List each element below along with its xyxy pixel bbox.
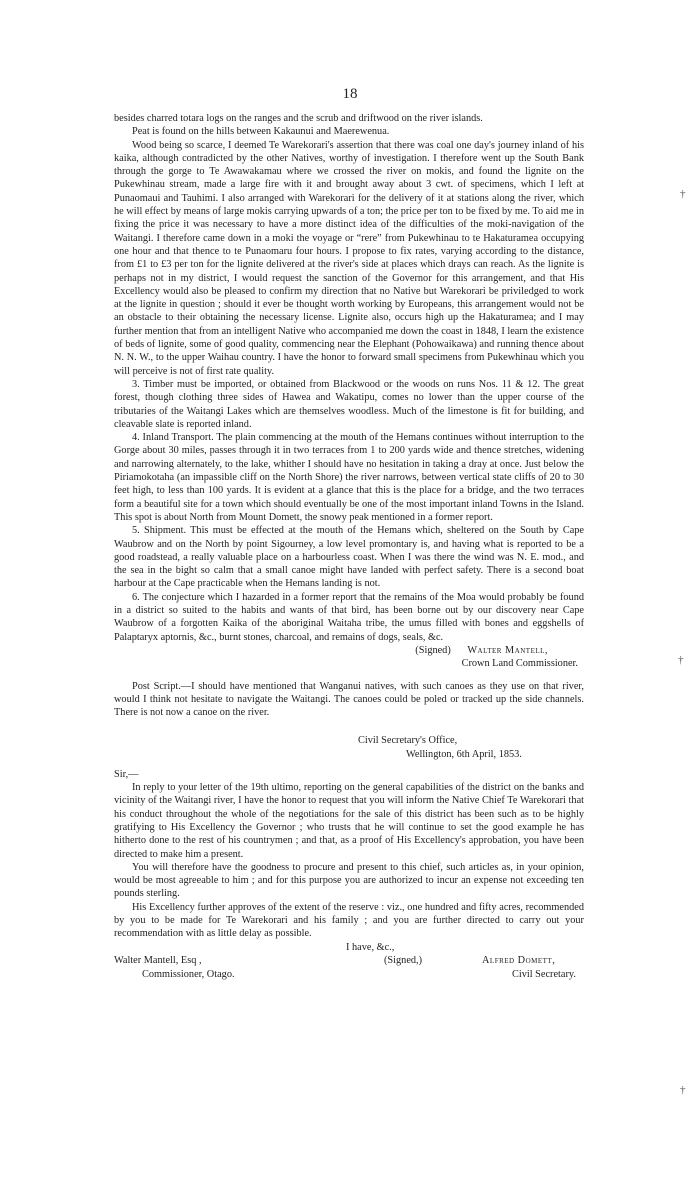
report-signature: [114, 644, 584, 672]
margin-mark-1: †: [680, 188, 686, 200]
report-paragraph-4: 3. Timber must be imported, or obtained from Blackwood or the woods on runs Nos. 11 & 12. The great forest, though clothing three sides of Hawea and Wakatipu, comes no lower than the upper course of the tributaries of the Waitangi Lakes which are themselves woodless. Much of the limestone is fit for building, and cleavable slate is reported inland.: [114, 378, 584, 430]
letter-salutation: Sir,—: [114, 768, 139, 780]
letter-closing-block: [114, 941, 584, 987]
document-body: [114, 112, 584, 987]
page-number: 18: [342, 86, 358, 102]
letter-signatory: Alfred Domett,: [482, 954, 556, 966]
report-paragraph-3: Wood being so scarce, I deemed Te Warekorari's assertion that there was coal one day's journey inland of his kaika, although contradicted by the other Natives, worthy of investigation. I therefore went up the South Bank through the gorge to Te Awawakamau where we crossed the river on mokis, and found the lignite on the Pukewhinau stream, made a large fire with it and brought away about 3 cwt. of specimens, which I left at Punaomaui and Tauhimi. I also arranged with Warekorari for the delivery of it at stations along the river, which he will effect by means of large mokis carrying upwards of a ton; the price per ton to be fixed by me. To aid me in fixing the price it was necessary to have a more distinct idea of the difficulties of the moki-navigation of the Waitangi. I therefore came down in a moki the voyage or “rere” from Pukewhinau to te Hakaturamea occupying one hour and that thence to te Punaomaru four hours. I propose to fix rates, varying according to the distance, from £1 to £3 per ton for the lignite delivered at the river's side at places which drays can reach. As the lignite is perhaps not in my district, I would request the sanction of the Governor for this arrangement, and that His Excellency would also be pleased to confirm my direction that no Native but Warekorari be priviledged to work at the lignite in question ; should it ever be thought worth working by Europeans, this arrangement would not be an obstacle to their obtaining the necessary license. Lignite also, occurs high up the Hakaturamea; and I may further mention that from an intelligent Native who accompanied me down the coast in 1848, I learn the existence of beds of lignite, some of good quality, commencing near the Elephant (Pohowaikawa) and running thence about N. N. W., to the upper Waihau country. I have the honor to forward small specimens from Pukewhinau which you will perceive is not of first rate quality.: [114, 139, 584, 377]
letter-addressee-title: Commissioner, Otago.: [142, 968, 235, 980]
report-paragraph-5: 4. Inland Transport. The plain commencing at the mouth of the Hemans continues without interruption to the Gorge about 30 miles, passes through it in two terraces from 1 to 200 yards wide and thence stretches, widening and narrowing alternately, to the lake, whither I should have no hesitation in taking a dray at once. Just below the Piriamokotaha (an impassible cliff on the North Shore) the river narrows, between vertical state cliffs of 20 to 30 feet high, to less than 100 yards. It is evident at a glance that this is the place for a bridge, and the two terraces form a beautiful site for a town which should eventually be one of the most important inland Towns in the Island. This spot is about North from Mount Domett, the snowy peak mentioned in a former report.: [114, 432, 584, 523]
report-paragraph-6: 5. Shipment. This must be effected at the mouth of the Hemans which, sheltered on the South by Cape Waubrow and on the North by point Sigourney, a low level promontary is, and having what is reported to be a good roadstead, a really valuable place on a harbourless coast. When I was there the wind was N. E. mod., and the sea in the bight so calm that a small canoe might have landed with perfect safety. There is a second boat harbour at the Cape practicable when the Hemans landing is not.: [114, 525, 584, 590]
letter-place-date: Wellington, 6th April, 1853.: [406, 748, 522, 760]
report-signer-title: Crown Land Commissioner.: [461, 657, 578, 669]
letter-signed-label: (Signed,): [384, 954, 423, 966]
report-paragraph-2: Peat is found on the hills between Kakaunui and Maerewenua.: [132, 126, 390, 138]
margin-mark-2: †: [678, 654, 684, 666]
report-paragraph-1: besides charred totara logs on the ranges and the scrub and driftwood on the river islands.: [114, 113, 483, 124]
letter-paragraph-2: You will therefore have the goodness to procure and present to this chief, such articles as, in your opinion, would be most agreeable to him ; and for this purpose you are authorized to incur an expense not exceeding ten pounds sterling.: [114, 861, 584, 900]
letter-paragraph-3: His Excellency further approves of the extent of the reserve : viz., one hundred and fifty acres, recommended by you to be made for Te Warekorari and his family ; and you are further directed to carry out your recommendation with as little delay as possible.: [114, 901, 584, 940]
report-paragraph-7: 6. The conjecture which I hazarded in a former report that the remains of the Moa would probably be found in a district so suited to the habits and wants of that bird, has been borne out by our discovery near Cape Waubrow of a forgotten Kaika of the aboriginal Waitaha tribe, the umus filled with bones and eggshells of Palaptaryx aptornis, &c., burnt stones, charcoal, and remains of dogs, seals, &c.: [114, 591, 584, 643]
letter-office: Civil Secretary's Office,: [358, 734, 458, 746]
letter-paragraph-1: In reply to your letter of the 19th ultimo, reporting on the general capabilities of the district on the banks and vicinity of the Waitangi river, I have the honor to request that you will inform the Native Chief Te Warekorari that his conduct throughout the whole of the negotiations for the sale of this district has been such as to be highly gratifying to His Excellency the Governor ; who trusts that he will continue to set the good example he has hitherto done to the rest of his countrymen ; and that, as a proof of His Excellency's approbation, you have been directed to make him a present.: [114, 782, 584, 860]
letter-closing: I have, &c.,: [346, 941, 395, 953]
letter-addressee: Walter Mantell, Esq ,: [114, 954, 202, 966]
margin-mark-3: †: [680, 1084, 686, 1096]
report-signer-name: Walter Mantell,: [467, 644, 548, 656]
report-signed-label: (Signed): [415, 644, 451, 656]
letter-signatory-title: Civil Secretary.: [512, 968, 576, 980]
letter-heading: [114, 734, 584, 764]
postscript: Post Script.—I should have mentioned that Wanganui natives, with such canoes as they use on that river, would I think not hesitate to navigate the Waitangi. The canoes could be poled or tracked up the side channels. There is not now a canoe on the river.: [114, 680, 584, 719]
